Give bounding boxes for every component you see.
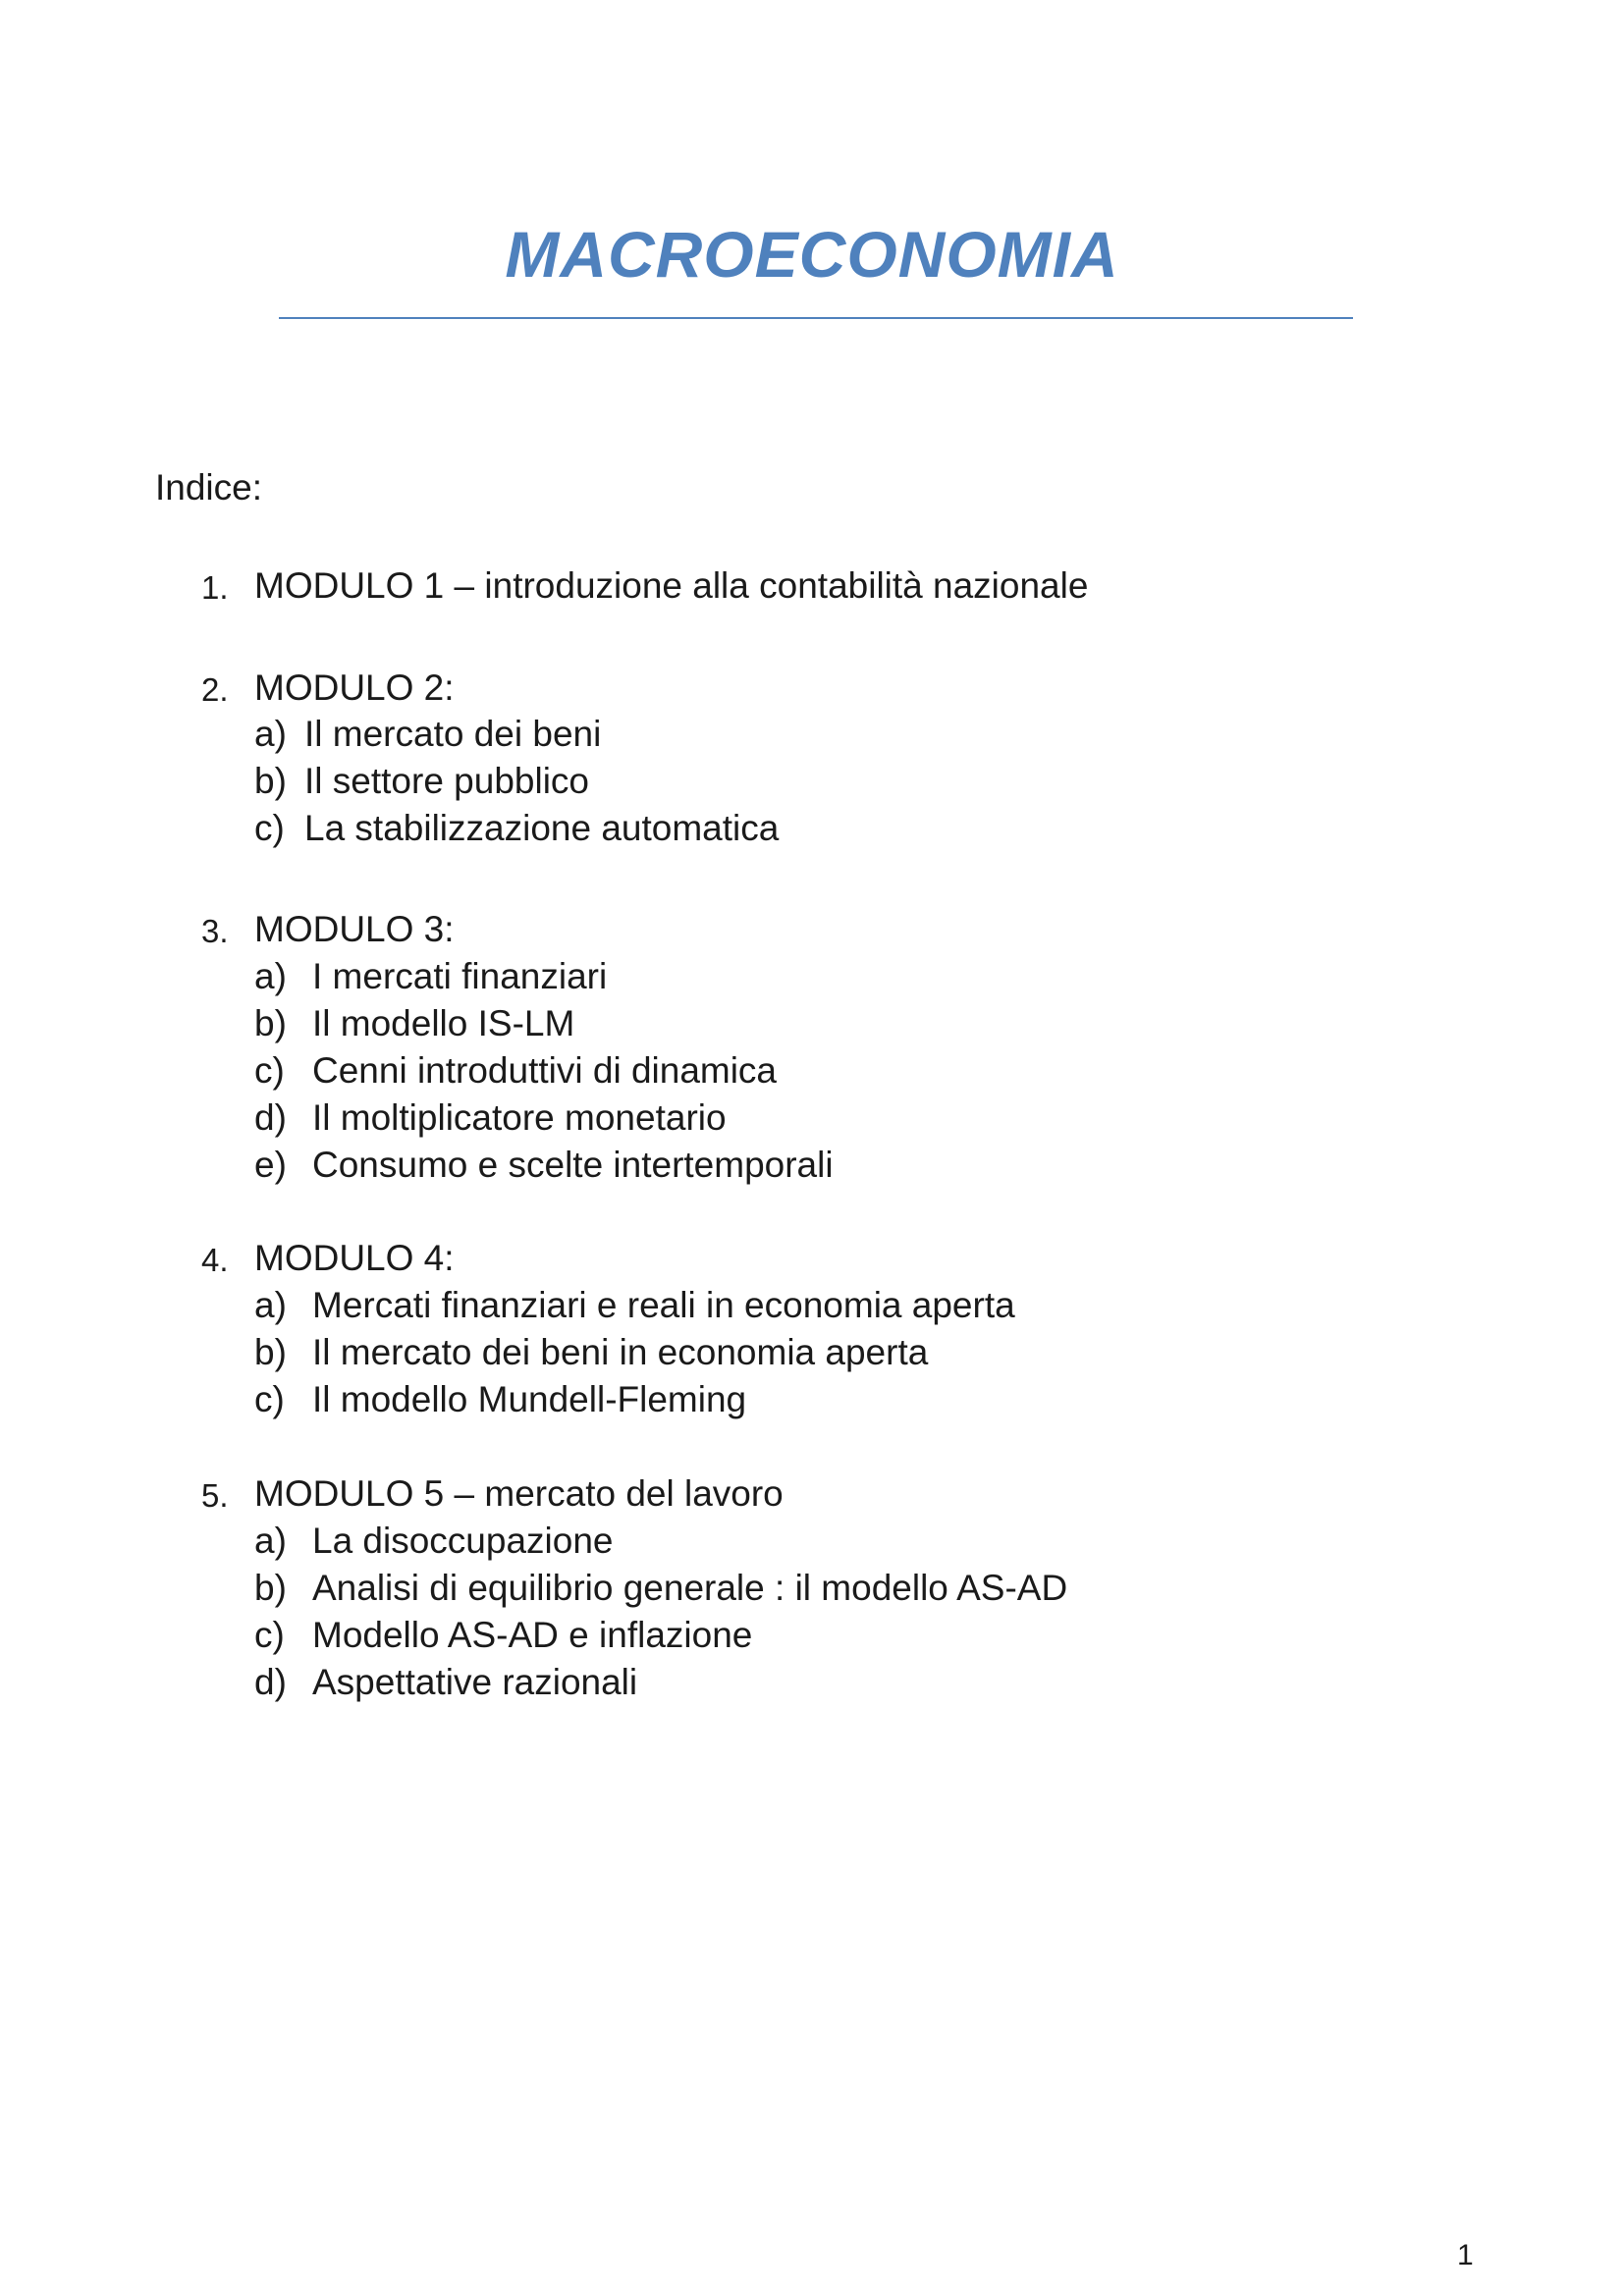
toc-item-text: Il moltiplicatore monetario	[312, 1097, 727, 1138]
document-title: MACROECONOMIA	[505, 218, 1119, 291]
toc-item-letter: b)	[254, 1332, 287, 1372]
toc-item-letter: c)	[254, 1050, 285, 1091]
toc-item-text: Mercati finanziari e reali in economia aperta	[312, 1285, 1015, 1325]
title-underline	[279, 317, 1353, 319]
toc-module-number: 5.	[201, 1477, 229, 1514]
toc-item-letter: b)	[254, 1003, 287, 1043]
toc-item-letter: b)	[254, 761, 287, 801]
toc-item-letter: a)	[254, 956, 287, 996]
toc-module-title: MODULO 4:	[254, 1238, 455, 1278]
toc-item-text: Modello AS-AD e inflazione	[312, 1615, 753, 1655]
toc-item-text: Consumo e scelte intertemporali	[312, 1145, 834, 1185]
toc-item-letter: a)	[254, 714, 287, 754]
toc-module-title: MODULO 1 – introduzione alla contabilità nazionale	[254, 565, 1089, 606]
toc-module-number: 2.	[201, 671, 229, 708]
toc-item-letter: d)	[254, 1097, 287, 1138]
toc-item-text: Il mercato dei beni in economia aperta	[312, 1332, 929, 1372]
toc-module-title: MODULO 2:	[254, 667, 455, 708]
toc-item-letter: b)	[254, 1568, 287, 1608]
toc-module-number: 4.	[201, 1242, 229, 1278]
index-label: Indice:	[155, 467, 263, 507]
toc-item-letter: d)	[254, 1662, 287, 1702]
toc-item-text: Analisi di equilibrio generale : il modello AS-AD	[312, 1568, 1068, 1608]
toc-item-letter: e)	[254, 1145, 287, 1185]
toc-item-text: Cenni introduttivi di dinamica	[312, 1050, 778, 1091]
toc-item-text: La stabilizzazione automatica	[304, 808, 780, 848]
toc-item-letter: c)	[254, 1379, 285, 1419]
toc-item-text: Aspettative razionali	[312, 1662, 638, 1702]
toc-item-text: I mercati finanziari	[312, 956, 608, 996]
toc-module-title: MODULO 3:	[254, 909, 455, 949]
toc-item-letter: c)	[254, 1615, 285, 1655]
toc-item-text: Il modello IS-LM	[312, 1003, 575, 1043]
toc-item-letter: a)	[254, 1521, 287, 1561]
toc-item-text: Il mercato dei beni	[304, 714, 602, 754]
toc-item-text: La disoccupazione	[312, 1521, 614, 1561]
toc-item-text: Il modello Mundell-Fleming	[312, 1379, 747, 1419]
toc-item-letter: a)	[254, 1285, 287, 1325]
toc-module-title: MODULO 5 – mercato del lavoro	[254, 1473, 784, 1514]
toc-module-number: 3.	[201, 913, 229, 949]
toc-item-letter: c)	[254, 808, 285, 848]
page-number: 1	[1457, 2239, 1474, 2271]
toc-item-text: Il settore pubblico	[304, 761, 590, 801]
toc-module-number: 1.	[201, 569, 229, 606]
